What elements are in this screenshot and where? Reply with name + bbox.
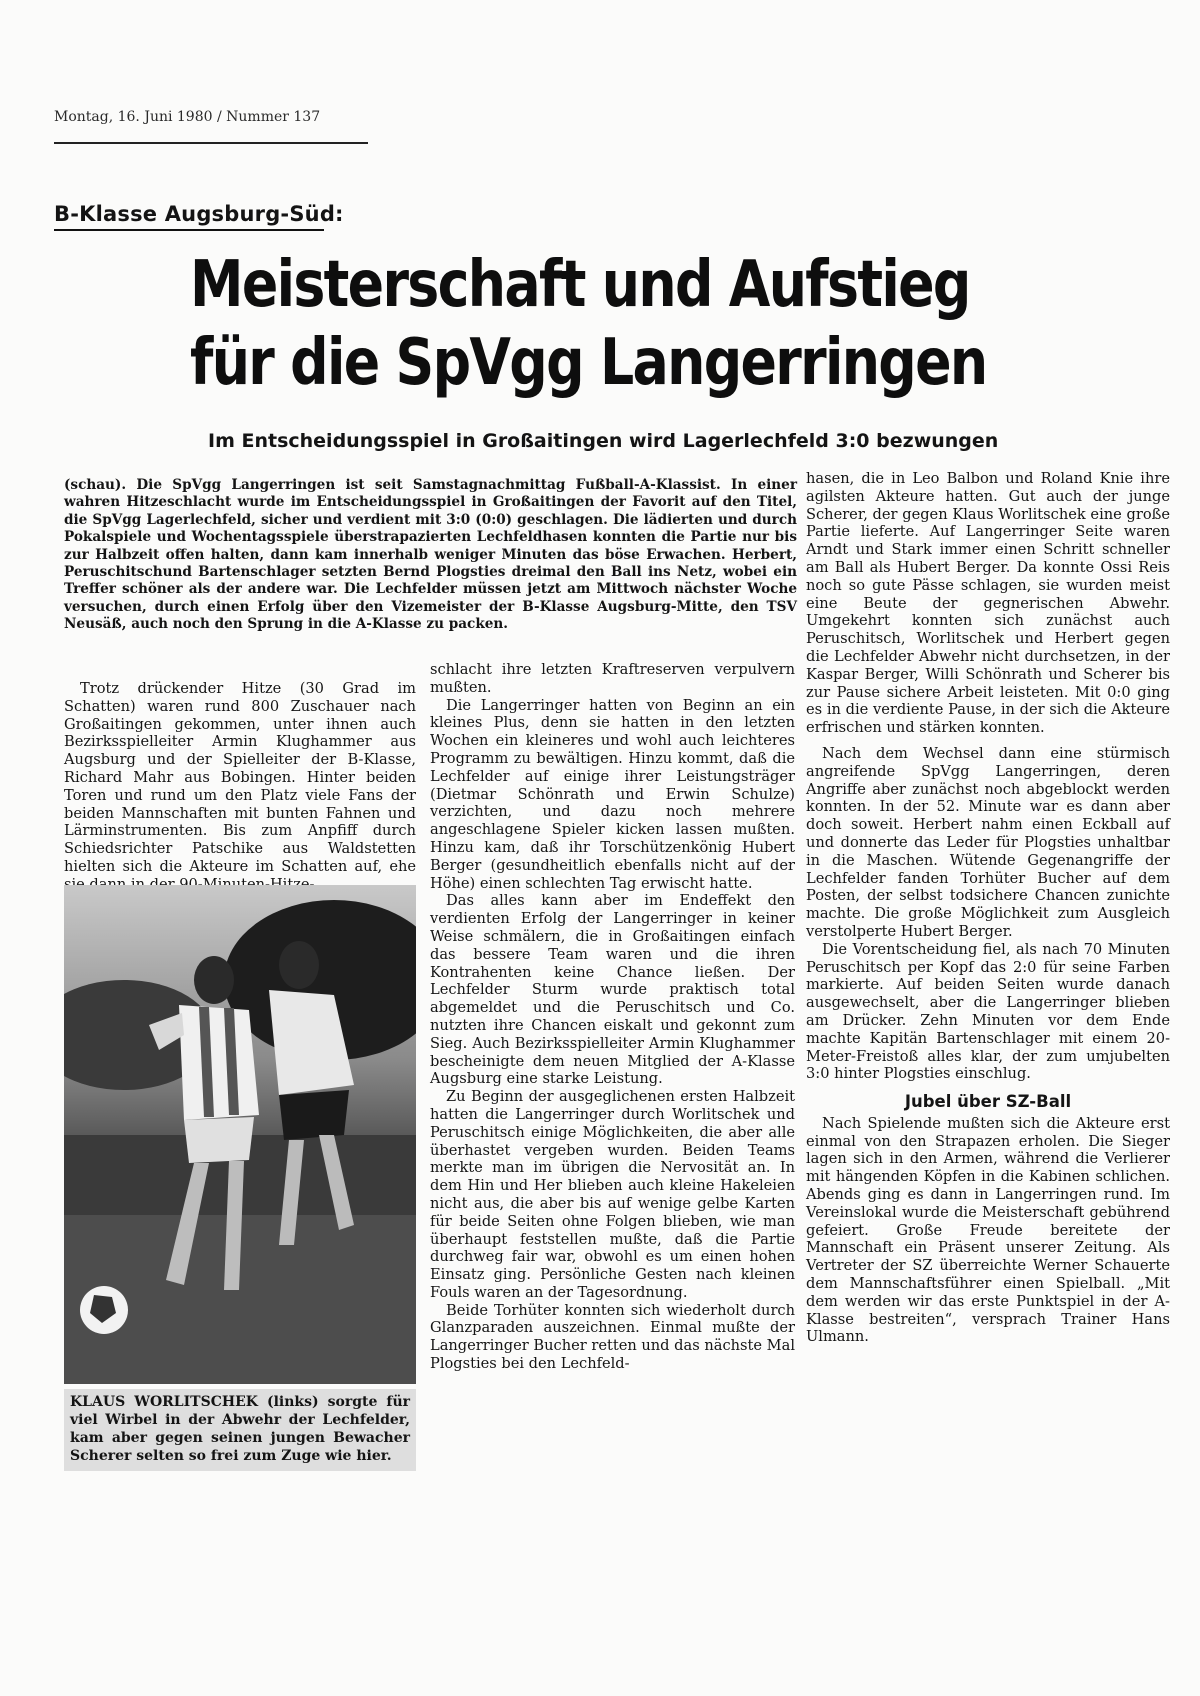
headline-line-2: für die SpVgg Langerringen [190,326,987,400]
photo-caption: KLAUS WORLITSCHEK (links) sorgte für viel Wirbel in der Abwehr der Lechfelder, kam aber gegen seinen jungen Bewacher Scherer selten so frei zum Zuge wie hier. [64,1389,416,1471]
headline [190,246,987,402]
dateline: Montag, 16. Juni 1980 / Nummer 137 [54,109,321,125]
headline-line-1: Meisterschaft und Aufstieg [190,248,970,322]
paragraph: Nach Spielende mußten sich die Akteure erst einmal von den Strapazen erholen. Die Sieger lagen sich in den Armen, während die Verlierer mit hängenden Köpfen in die Kabinen schlichen. Abends ging es dann in Langerringen rund. Im Vereinslokal wurde die Meisterschaft gebührend gefeiert. Große Freude bereitete der Mannschaft ein Präsent unserer Zeitung. Als Vertreter der SZ überreichte Werner Schauerte dem Mannschaftsführer einen Spielball. „Mit dem werden wir das erste Punktspiel in der A-Klasse bestreiten“, versprach Trainer Hans Ulmann. [806,1114,1170,1346]
header-rule [54,142,368,144]
football-players-image [64,885,416,1384]
paragraph: Die Langerringer hatten von Beginn an ein kleines Plus, denn sie hatten in den letzten Wochen ein kleineres und wohl auch leichteres Programm zu bewältigen. Hinzu kommt, daß die Lechfelder auf einige ihrer Leistungsträger (Dietmar Schönrath und Erwin Schulze) verzichten, und dazu noch mehrere angeschlagene Spieler kicken lassen mußten. Hinzu kam, daß ihr Torschützenkönig Hubert Berger (gesundheitlich ebenfalls nicht auf der Höhe) einen schlechten Tag erwischt hatte. [430,696,795,892]
section-subheading: Jubel über SZ-Ball [904,1092,1072,1112]
paragraph: Das alles kann aber im Endeffekt den verdienten Erfolg der Langerringer in keiner Weise schmälern, die in Großaitingen einfach das bessere Team waren und die ihren Kontrahenten keine Chance ließen. Der Lechfelder Sturm wurde praktisch total abgemeldet und die Peruschitsch und Co. nutzten ihre Chancen eiskalt und gekonnt zum Sieg. Auch Bezirksspielleiter Armin Klughammer bescheinigte dem neuen Mitglied der A-Klasse Augsburg eine starke Leistung. [430,892,795,1088]
match-photo [64,885,416,1384]
kicker: B-Klasse Augsburg-Süd: [54,202,344,226]
text-column-1 [64,680,416,894]
lead-paragraph: (schau). Die SpVgg Langerringen ist seit Samstagnachmittag Fußball-A-Klassist. In einer wahren Hitzeschlacht wurde im Entscheidungsspiel in Großaitingen der Favorit auf den Titel, die SpVgg Lagerlechfeld, sicher und verdient mit 3:0 (0:0) geschlagen. Die lädierten und durch Pokalspiele und Wochentagsspiele überstrapazierten Lechfeldhasen konnten die Partie nur bis zur Halbzeit offen halten, dann kam innerhalb weniger Minuten das böse Erwachen. Herbert, Peruschitschund Bartenschlager setzten Bernd Plogsties dreimal den Ball ins Netz, wobei ein Treffer schöner als der andere war. Die Lechfelder müssen jetzt am Mittwoch nächster Woche versuchen, durch einen Erfolg über den Vizemeister der B-Klasse Augsburg-Mitte, den TSV Neusäß, auch noch den Sprung in die A-Klasse zu packen. [64,477,797,633]
paragraph: Beide Torhüter konnten sich wiederholt durch Glanzparaden auszeichnen. Einmal mußte der Langerringer Bucher retten und das nächste Mal Plogsties bei den Lechfeld- [430,1301,795,1373]
paragraph: Trotz drückender Hitze (30 Grad im Schatten) waren rund 800 Zuschauer nach Großaitingen gekommen, unter ihnen auch Bezirksspielleiter Armin Klughammer aus Augsburg und der Spielleiter der B-Klasse, Richard Mahr aus Bobingen. Hinter beiden Toren und rund um den Platz viele Fans der beiden Mannschaften mit bunten Fahnen und Lärminstrumenten. Bis zum Anpfiff durch Schiedsrichter Patschike aus Waldstetten hielten sich die Akteure im Schatten auf, ehe [64,680,416,875]
paragraph: hasen, die in Leo Balbon und Roland Knie ihre agilsten Akteure hatten. Gut auch der junge Scherer, der gegen Klaus Worlitschek eine große Partie lieferte. Auf Langerringer Seite waren Arndt und Stark immer einen Schritt schneller am Ball als Hubert Berger. Da konnte Ossi Reis noch so gute Pässe schlagen, sie wurden meist eine Beute der gegnerischen Abwehr. Umgekehrt konnten sich zunächst auch Peruschitsch, Worlitschek und Herbert gegen die Lechfelder Abwehr nicht durchsetzen, in der Kaspar Berger, Willi Schönrath und Scherer bis zur Pause sichere Arbeit leisteten. Mit 0:0 ging es in die verdiente Pause, in der sich die Akteure erfrischen und stärken konnten. [806,470,1170,737]
paragraph: schlacht ihre letzten Kraftreserven verpulvern mußten. [430,661,795,696]
paragraph: Nach dem Wechsel dann eine stürmisch angreifende SpVgg Langerringen, deren Angriffe aber zunächst noch abgeblockt werden konnten. In der 52. Minute war es dann aber doch soweit. Herbert nahm einen Eckball auf und donnerte das Leder für Plogsties unhaltbar in die Maschen. Wütende Gegenangriffe der Lechfelder fanden Torhüter Bucher auf dem Posten, der selbst todsichere Chancen zunichte machte. Die große Möglichkeit zum Ausgleich verstolperte Hubert Berger. [806,744,1170,940]
paragraph: Die Vorentscheidung fiel, als nach 70 Minuten Peruschitsch per Kopf das 2:0 für seine Farben markierte. Auf beiden Seiten wurde danach ausgewechselt, aber die Langerringer blieben am Drücker. Zehn Minuten vor dem Ende machte Kapitän Bartenschlager mit einem 20-Meter-Freistoß alles klar, der zum umjubelten 3:0 hinter Plogsties einschlug. [806,940,1170,1083]
subheadline: Im Entscheidungsspiel in Großaitingen wird Lagerlechfeld 3:0 bezwungen [208,430,999,452]
paragraph: Zu Beginn der ausgeglichenen ersten Halbzeit hatten die Langerringer durch Worlitschek und Peruschitsch einige Möglichkeiten, die aber alle überhastet vergeben wurden. Beiden Teams merkte man im übrigen die Nervosität an. In dem Hin und Her blieben auch kleine Hakeleien nicht aus, die aber bis auf wenige gelbe Karten für beide Seiten ohne Folgen blieben, wie man überhaupt feststellen mußte, daß die Partie durchweg fair war, obwohl es um einen hohen Einsatz ging. Persönliche Gesten nach kleinen Fouls waren an der Tagesordnung. [430,1088,795,1301]
kicker-underline [54,229,324,231]
text-column-3 [806,470,1170,1346]
text-column-2 [430,661,795,1373]
